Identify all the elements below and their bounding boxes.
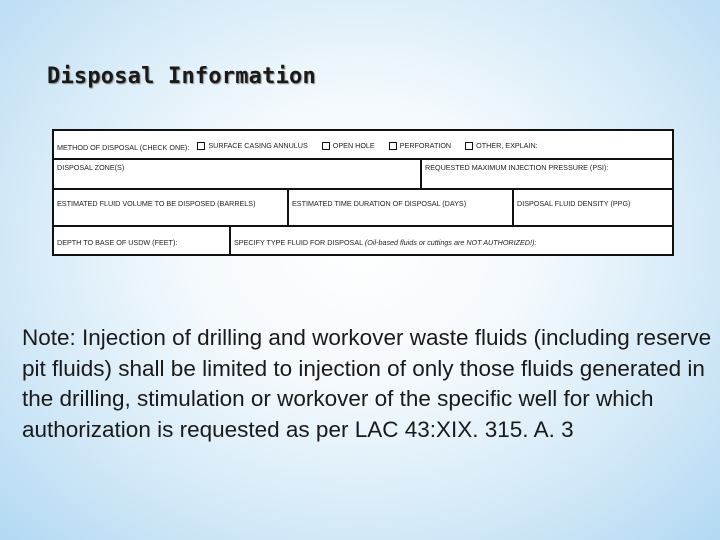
slide-title: Disposal Information: [47, 64, 316, 89]
option-surface-casing-annulus[interactable]: [197, 141, 307, 150]
checkbox-surface-casing-annulus[interactable]: [197, 142, 205, 150]
fluid-density-field[interactable]: [514, 190, 672, 225]
fluid-type-note: (Oil-based fluids or cuttings are NOT AUTHORIZED!):: [364, 238, 537, 247]
form-row-usdw: [54, 227, 672, 254]
max-pressure-label: REQUESTED MAXIMUM INJECTION PRESSURE (PSI):: [425, 163, 609, 172]
option-other-explain[interactable]: [465, 141, 538, 150]
fluid-volume-label: ESTIMATED FLUID VOLUME TO BE DISPOSED (BARRELS): [57, 199, 256, 208]
method-label: METHOD OF DISPOSAL (CHECK ONE):: [57, 142, 190, 152]
max-pressure-field[interactable]: [422, 160, 672, 188]
disposal-form: [52, 129, 674, 256]
injection-note: Note: Injection of drilling and workover waste fluids (including reserve pit fluids) shall be limited to injection of only those fluids generated in the drilling, stimulation or workover of the specific well for which authorization is requested as per LAC 43:XIX. 315. A. 3: [22, 325, 712, 442]
checkbox-perforation[interactable]: [389, 142, 397, 150]
checkbox-other-explain[interactable]: [465, 142, 473, 150]
form-row-zones: [54, 160, 672, 190]
form-row-estimates: [54, 190, 672, 227]
option-label: SURFACE CASING ANNULUS: [208, 141, 308, 150]
time-duration-field[interactable]: [289, 190, 514, 225]
usdw-depth-label: DEPTH TO BASE OF USDW (FEET):: [57, 238, 178, 247]
disposal-zones-label: DISPOSAL ZONE(S): [57, 163, 125, 172]
fluid-type-field[interactable]: [231, 227, 672, 254]
usdw-depth-field[interactable]: [54, 227, 231, 254]
fluid-volume-field[interactable]: [54, 190, 289, 225]
disposal-zones-field[interactable]: [54, 160, 422, 188]
option-perforation[interactable]: [389, 141, 451, 150]
checkbox-open-hole[interactable]: [322, 142, 330, 150]
form-row-method: [54, 131, 672, 160]
method-cell: [54, 131, 672, 158]
fluid-density-label: DISPOSAL FLUID DENSITY (PPG): [517, 199, 631, 208]
option-label: OPEN HOLE: [332, 141, 375, 150]
option-label: OTHER, EXPLAIN:: [476, 141, 538, 150]
fluid-type-label: SPECIFY TYPE FLUID FOR DISPOSAL: [234, 238, 363, 247]
option-label: PERFORATION: [399, 141, 452, 150]
option-open-hole[interactable]: [322, 141, 375, 150]
time-duration-label: ESTIMATED TIME DURATION OF DISPOSAL (DAYS): [292, 199, 467, 208]
